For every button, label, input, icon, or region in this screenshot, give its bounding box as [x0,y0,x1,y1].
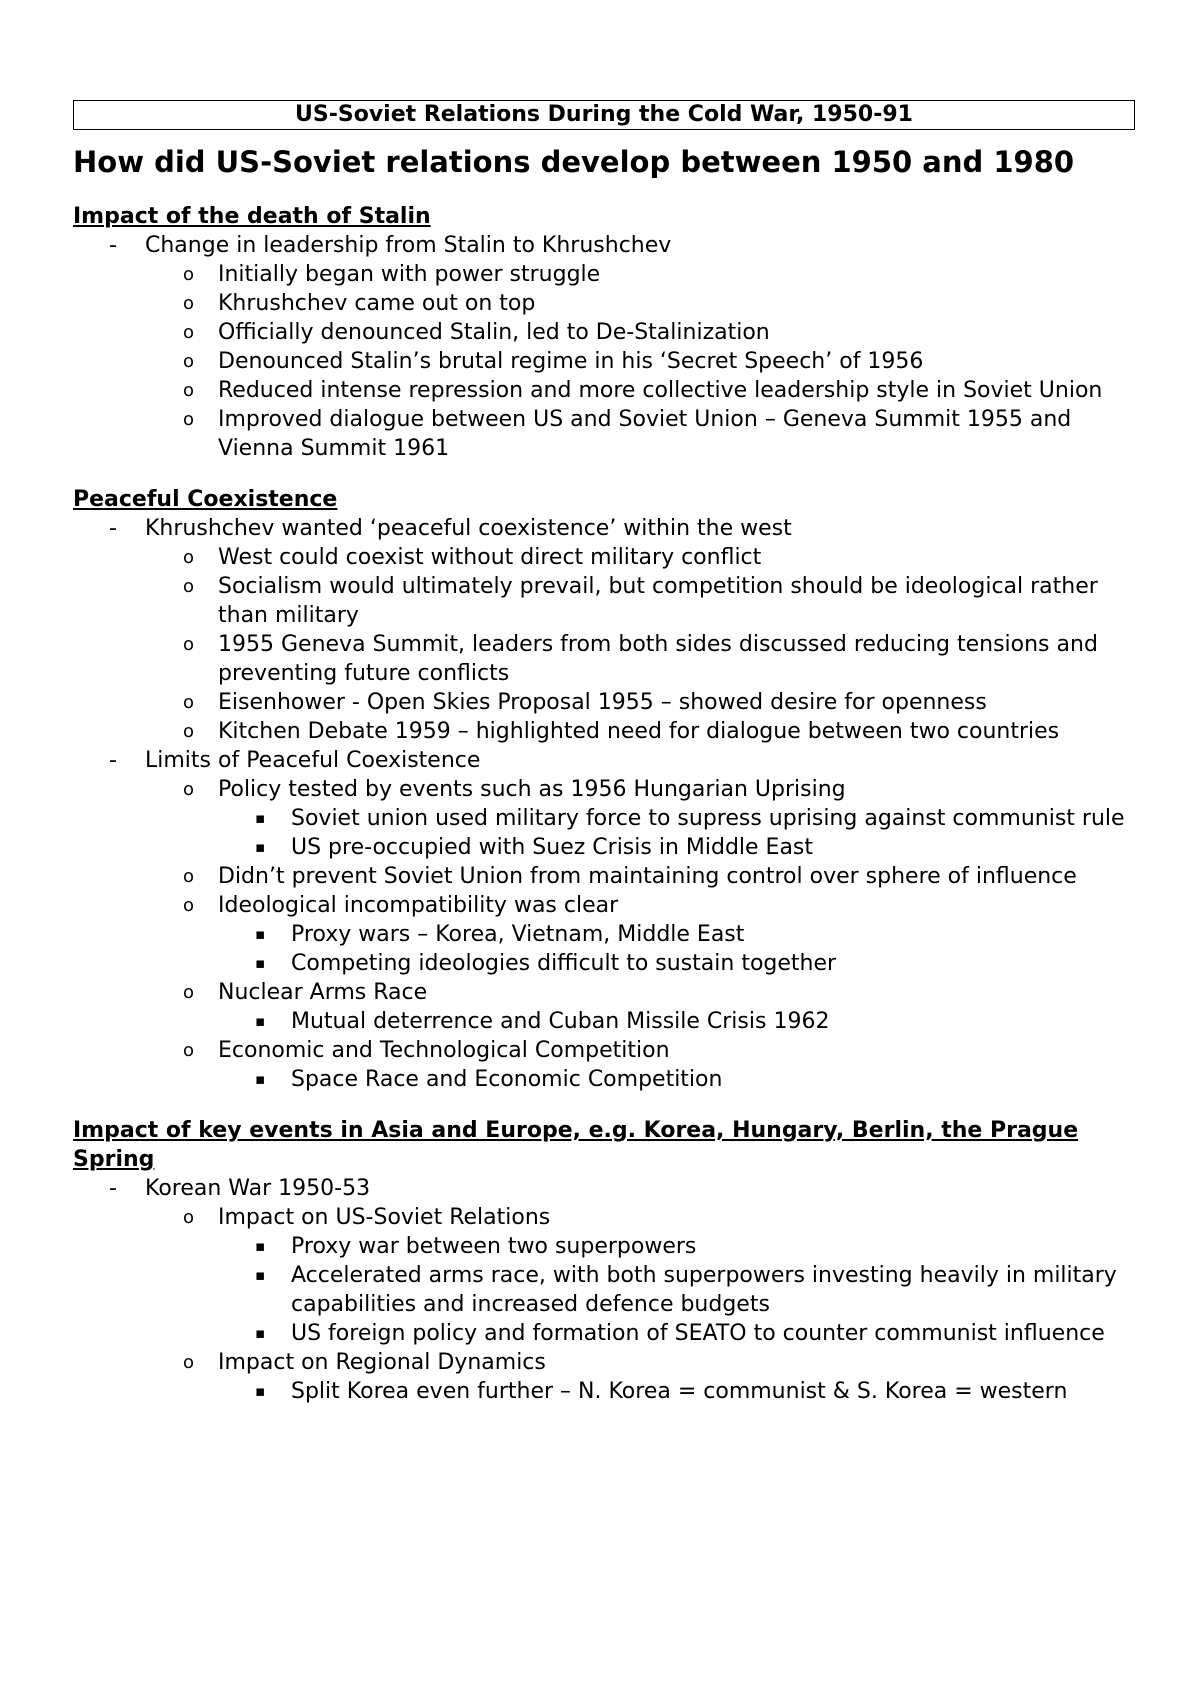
list-item-text: Impact on Regional Dynamics [218,1350,546,1375]
list-item-text: Denounced Stalin’s brutal regime in his ‘Secret Speech’ of 1956 [218,349,924,374]
list-item [73,231,1135,260]
list-item [73,688,1135,717]
list-item-text: Soviet union used military force to supress uprising against communist rule [291,806,1125,831]
dash-bullet-icon: - [109,233,117,258]
list-item [73,833,1135,862]
list-item-text: Khrushchev wanted ‘peaceful coexistence’ within the west [145,516,792,541]
circle-bullet-icon: o [183,1207,195,1228]
list-item [73,862,1135,891]
square-bullet-icon: ▪ [255,925,266,943]
list-item [73,347,1135,376]
list-item-text: Change in leadership from Stalin to Khrushchev [145,233,672,258]
list-item [73,289,1135,318]
square-bullet-icon: ▪ [255,1070,266,1088]
list-item [73,376,1135,405]
list-item [73,572,1135,630]
list-item-text: Didn’t prevent Soviet Union from maintaining control over sphere of influence [218,864,1077,889]
list-item-text: West could coexist without direct military conflict [218,545,762,570]
square-bullet-icon: ▪ [255,838,266,856]
list-item [73,949,1135,978]
list-item [73,1377,1135,1406]
list-item-text: Improved dialogue between US and Soviet Union – Geneva Summit 1955 and Vienna Summit 1961 [218,407,1072,461]
list-item [73,804,1135,833]
square-bullet-icon: ▪ [255,1382,266,1400]
bullet-list [73,1174,1135,1406]
circle-bullet-icon: o [183,634,195,655]
list-item [73,1319,1135,1348]
section-heading: Impact of key events in Asia and Europe, e.g. Korea, Hungary, Berlin, the Prague Spring [73,1118,1079,1172]
list-item [73,1203,1135,1232]
list-item-text: Nuclear Arms Race [218,980,428,1005]
list-item-text: Officially denounced Stalin, led to De-Stalinization [218,320,770,345]
list-item-text: Proxy wars – Korea, Vietnam, Middle East [291,922,745,947]
list-item [73,1174,1135,1203]
list-item-text: Eisenhower - Open Skies Proposal 1955 – showed desire for openness [218,690,987,715]
list-item [73,514,1135,543]
section-heading: Impact of the death of Stalin [73,204,431,229]
list-item [73,1007,1135,1036]
circle-bullet-icon: o [183,351,195,372]
circle-bullet-icon: o [183,380,195,401]
list-item [73,978,1135,1007]
list-item-text: Korean War 1950-53 [145,1176,371,1201]
list-item-text: Policy tested by events such as 1956 Hungarian Uprising [218,777,846,802]
bullet-list [73,231,1135,463]
list-item-text: Reduced intense repression and more collective leadership style in Soviet Union [218,378,1103,403]
circle-bullet-icon: o [183,322,195,343]
list-item [73,1232,1135,1261]
circle-bullet-icon: o [183,1352,195,1373]
list-item [73,1065,1135,1094]
list-item-text: Initially began with power struggle [218,262,601,287]
list-item-text: Ideological incompatibility was clear [218,893,619,918]
list-item [73,318,1135,347]
circle-bullet-icon: o [183,866,195,887]
square-bullet-icon: ▪ [255,1324,266,1342]
circle-bullet-icon: o [183,1040,195,1061]
square-bullet-icon: ▪ [255,809,266,827]
document-page [73,100,1135,1406]
circle-bullet-icon: o [183,779,195,800]
list-item-text: US foreign policy and formation of SEATO to counter communist influence [291,1321,1105,1346]
main-heading: How did US-Soviet relations develop between 1950 and 1980 [73,145,1075,179]
circle-bullet-icon: o [183,576,195,597]
bullet-list [73,514,1135,1094]
list-item-text: Economic and Technological Competition [218,1038,670,1063]
circle-bullet-icon: o [183,409,195,430]
section-key-events [73,1116,1135,1406]
circle-bullet-icon: o [183,264,195,285]
circle-bullet-icon: o [183,982,195,1003]
list-item-text: Mutual deterrence and Cuban Missile Crisis 1962 [291,1009,830,1034]
list-item-text: Proxy war between two superpowers [291,1234,697,1259]
list-item-text: Kitchen Debate 1959 – highlighted need for dialogue between two countries [218,719,1060,744]
list-item-text: Accelerated arms race, with both superpowers investing heavily in military capabilities and increased defence budgets [291,1263,1117,1317]
list-item [73,775,1135,804]
list-item [73,717,1135,746]
document-title: US-Soviet Relations During the Cold War, 1950-91 [73,100,1135,130]
list-item [73,1348,1135,1377]
list-item [73,746,1135,775]
circle-bullet-icon: o [183,895,195,916]
dash-bullet-icon: - [109,1176,117,1201]
circle-bullet-icon: o [183,293,195,314]
list-item [73,405,1135,463]
list-item [73,1261,1135,1319]
list-item-text: Socialism would ultimately prevail, but competition should be ideological rather than military [218,574,1098,628]
list-item-text: 1955 Geneva Summit, leaders from both sides discussed reducing tensions and preventing future conflicts [218,632,1098,686]
dash-bullet-icon: - [109,748,117,773]
list-item-text: Khrushchev came out on top [218,291,536,316]
circle-bullet-icon: o [183,547,195,568]
square-bullet-icon: ▪ [255,1266,266,1284]
list-item [73,543,1135,572]
dash-bullet-icon: - [109,516,117,541]
list-item-text: Competing ideologies difficult to sustain together [291,951,837,976]
list-item-text: Split Korea even further – N. Korea = communist & S. Korea = western [291,1379,1068,1404]
list-item [73,260,1135,289]
section-heading: Peaceful Coexistence [73,487,338,512]
list-item [73,1036,1135,1065]
square-bullet-icon: ▪ [255,1237,266,1255]
list-item [73,920,1135,949]
section-peaceful-coexistence [73,485,1135,1094]
list-item [73,891,1135,920]
list-item-text: Impact on US-Soviet Relations [218,1205,551,1230]
list-item-text: Space Race and Economic Competition [291,1067,723,1092]
square-bullet-icon: ▪ [255,1012,266,1030]
section-death-of-stalin [73,202,1135,463]
square-bullet-icon: ▪ [255,954,266,972]
list-item-text: Limits of Peaceful Coexistence [145,748,481,773]
list-item [73,630,1135,688]
circle-bullet-icon: o [183,721,195,742]
list-item-text: US pre-occupied with Suez Crisis in Middle East [291,835,814,860]
circle-bullet-icon: o [183,692,195,713]
